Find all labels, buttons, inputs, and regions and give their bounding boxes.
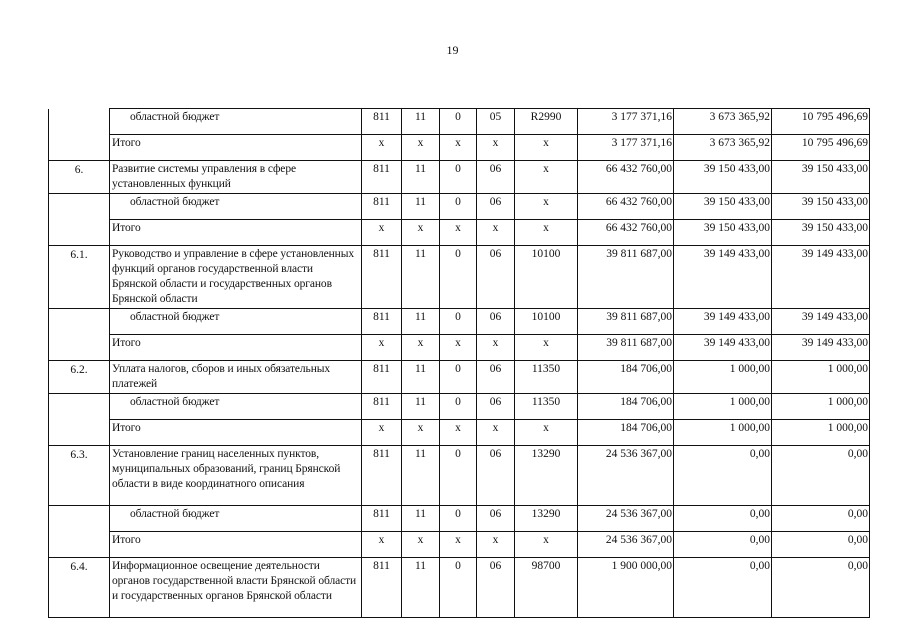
code-subprogram: х xyxy=(440,335,477,361)
code-direction: 10100 xyxy=(515,246,578,309)
code-event: 06 xyxy=(477,394,515,420)
row-name: Развитие системы управления в сфере установленных функций xyxy=(110,161,362,194)
row-index: 6. xyxy=(49,161,110,194)
code-event: 06 xyxy=(477,246,515,309)
row-index: 6.1. xyxy=(49,246,110,309)
code-subprogram: х xyxy=(440,135,477,161)
code-subprogram: 0 xyxy=(440,161,477,194)
code-ministry: х xyxy=(362,532,402,558)
amount-year-3: 0,00 xyxy=(772,558,870,618)
row-name: областной бюджет xyxy=(110,309,362,335)
code-subprogram: х xyxy=(440,220,477,246)
table-row xyxy=(49,446,870,506)
amount-year-1: 184 706,00 xyxy=(578,361,674,394)
code-direction: 98700 xyxy=(515,558,578,618)
amount-year-3: 0,00 xyxy=(772,506,870,532)
row-index xyxy=(49,532,110,558)
code-event: 06 xyxy=(477,194,515,220)
amount-year-2: 39 150 433,00 xyxy=(674,220,772,246)
code-ministry: 811 xyxy=(362,558,402,618)
amount-year-1: 24 536 367,00 xyxy=(578,446,674,506)
code-ministry: 811 xyxy=(362,246,402,309)
row-name: Руководство и управление в сфере установленных функций органов государственной власти Брянской области и государственных органов Брянской области xyxy=(110,246,362,309)
code-event: х xyxy=(477,420,515,446)
row-index: 6.4. xyxy=(49,558,110,618)
code-direction: R2990 xyxy=(515,109,578,135)
row-name: Итого xyxy=(110,335,362,361)
row-name: областной бюджет xyxy=(110,394,362,420)
row-name: Итого xyxy=(110,420,362,446)
code-program: х xyxy=(402,420,440,446)
code-subprogram: 0 xyxy=(440,194,477,220)
amount-year-1: 184 706,00 xyxy=(578,420,674,446)
table-row xyxy=(49,309,870,335)
code-program: 11 xyxy=(402,161,440,194)
code-event: х xyxy=(477,335,515,361)
page-number: 19 xyxy=(446,43,459,57)
code-event: х xyxy=(477,220,515,246)
amount-year-2: 39 149 433,00 xyxy=(674,246,772,309)
code-direction: х xyxy=(515,532,578,558)
table-body xyxy=(49,109,870,618)
amount-year-2: 0,00 xyxy=(674,446,772,506)
code-program: 11 xyxy=(402,194,440,220)
amount-year-1: 24 536 367,00 xyxy=(578,532,674,558)
row-name: областной бюджет xyxy=(110,506,362,532)
amount-year-2: 3 673 365,92 xyxy=(674,109,772,135)
code-subprogram: 0 xyxy=(440,246,477,309)
amount-year-2: 1 000,00 xyxy=(674,394,772,420)
table-row xyxy=(49,335,870,361)
code-program: х xyxy=(402,220,440,246)
code-direction: х xyxy=(515,161,578,194)
amount-year-2: 0,00 xyxy=(674,532,772,558)
amount-year-3: 1 000,00 xyxy=(772,420,870,446)
amount-year-3: 39 149 433,00 xyxy=(772,335,870,361)
row-name: Итого xyxy=(110,135,362,161)
row-index xyxy=(49,135,110,161)
code-program: 11 xyxy=(402,109,440,135)
table-row xyxy=(49,161,870,194)
amount-year-2: 0,00 xyxy=(674,558,772,618)
amount-year-3: 1 000,00 xyxy=(772,394,870,420)
row-index xyxy=(49,109,110,135)
amount-year-3: 39 150 433,00 xyxy=(772,161,870,194)
code-direction: 13290 xyxy=(515,446,578,506)
table-row xyxy=(49,109,870,135)
amount-year-1: 39 811 687,00 xyxy=(578,246,674,309)
code-ministry: 811 xyxy=(362,161,402,194)
amount-year-3: 39 150 433,00 xyxy=(772,220,870,246)
code-event: 05 xyxy=(477,109,515,135)
code-ministry: х xyxy=(362,220,402,246)
table-row xyxy=(49,394,870,420)
code-subprogram: 0 xyxy=(440,446,477,506)
amount-year-1: 3 177 371,16 xyxy=(578,135,674,161)
code-subprogram: х xyxy=(440,420,477,446)
code-program: х xyxy=(402,135,440,161)
code-program: 11 xyxy=(402,446,440,506)
code-event: 06 xyxy=(477,309,515,335)
code-direction: х xyxy=(515,220,578,246)
code-ministry: 811 xyxy=(362,309,402,335)
code-event: 06 xyxy=(477,361,515,394)
table-row xyxy=(49,194,870,220)
amount-year-2: 39 150 433,00 xyxy=(674,161,772,194)
amount-year-3: 10 795 496,69 xyxy=(772,109,870,135)
amount-year-1: 24 536 367,00 xyxy=(578,506,674,532)
table-row xyxy=(49,506,870,532)
amount-year-1: 66 432 760,00 xyxy=(578,194,674,220)
code-direction: х xyxy=(515,335,578,361)
code-direction: х xyxy=(515,135,578,161)
code-event: 06 xyxy=(477,506,515,532)
code-event: х xyxy=(477,135,515,161)
code-ministry: х xyxy=(362,420,402,446)
code-program: х xyxy=(402,335,440,361)
amount-year-1: 184 706,00 xyxy=(578,394,674,420)
row-index xyxy=(49,220,110,246)
code-direction: 11350 xyxy=(515,394,578,420)
code-direction: 13290 xyxy=(515,506,578,532)
amount-year-3: 0,00 xyxy=(772,532,870,558)
amount-year-1: 39 811 687,00 xyxy=(578,309,674,335)
code-direction: 11350 xyxy=(515,361,578,394)
code-ministry: х xyxy=(362,135,402,161)
table-row xyxy=(49,558,870,618)
code-program: 11 xyxy=(402,394,440,420)
amount-year-1: 39 811 687,00 xyxy=(578,335,674,361)
table-row xyxy=(49,135,870,161)
table-row xyxy=(49,246,870,309)
amount-year-1: 1 900 000,00 xyxy=(578,558,674,618)
table-row xyxy=(49,220,870,246)
code-program: 11 xyxy=(402,309,440,335)
amount-year-1: 3 177 371,16 xyxy=(578,109,674,135)
row-index xyxy=(49,309,110,335)
amount-year-2: 0,00 xyxy=(674,506,772,532)
code-direction: х xyxy=(515,420,578,446)
amount-year-1: 66 432 760,00 xyxy=(578,220,674,246)
row-name: Итого xyxy=(110,532,362,558)
code-event: 06 xyxy=(477,161,515,194)
row-name: областной бюджет xyxy=(110,194,362,220)
row-name: Установление границ населенных пунктов, муниципальных образований, границ Брянской области в виде координатного описания xyxy=(110,446,362,506)
code-subprogram: 0 xyxy=(440,394,477,420)
code-ministry: 811 xyxy=(362,506,402,532)
budget-table xyxy=(48,108,870,618)
amount-year-2: 3 673 365,92 xyxy=(674,135,772,161)
code-ministry: х xyxy=(362,335,402,361)
amount-year-2: 39 150 433,00 xyxy=(674,194,772,220)
amount-year-2: 39 149 433,00 xyxy=(674,309,772,335)
amount-year-3: 39 149 433,00 xyxy=(772,246,870,309)
code-program: 11 xyxy=(402,246,440,309)
row-index xyxy=(49,335,110,361)
code-ministry: 811 xyxy=(362,194,402,220)
code-subprogram: 0 xyxy=(440,558,477,618)
row-index xyxy=(49,506,110,532)
code-ministry: 811 xyxy=(362,394,402,420)
code-program: 11 xyxy=(402,558,440,618)
table-row xyxy=(49,532,870,558)
amount-year-2: 39 149 433,00 xyxy=(674,335,772,361)
code-program: х xyxy=(402,532,440,558)
row-name: Итого xyxy=(110,220,362,246)
code-subprogram: 0 xyxy=(440,361,477,394)
table-row xyxy=(49,420,870,446)
row-name: областной бюджет xyxy=(110,109,362,135)
row-index xyxy=(49,420,110,446)
amount-year-2: 1 000,00 xyxy=(674,361,772,394)
code-subprogram: х xyxy=(440,532,477,558)
amount-year-3: 10 795 496,69 xyxy=(772,135,870,161)
amount-year-3: 0,00 xyxy=(772,446,870,506)
code-direction: 10100 xyxy=(515,309,578,335)
row-index: 6.3. xyxy=(49,446,110,506)
row-index: 6.2. xyxy=(49,361,110,394)
amount-year-3: 1 000,00 xyxy=(772,361,870,394)
code-subprogram: 0 xyxy=(440,309,477,335)
amount-year-3: 39 149 433,00 xyxy=(772,309,870,335)
code-direction: х xyxy=(515,194,578,220)
code-subprogram: 0 xyxy=(440,109,477,135)
code-event: 06 xyxy=(477,558,515,618)
row-name: Уплата налогов, сборов и иных обязательных платежей xyxy=(110,361,362,394)
code-program: 11 xyxy=(402,506,440,532)
code-event: 06 xyxy=(477,446,515,506)
table-row xyxy=(49,361,870,394)
row-index xyxy=(49,394,110,420)
amount-year-2: 1 000,00 xyxy=(674,420,772,446)
code-ministry: 811 xyxy=(362,109,402,135)
row-name: Информационное освещение деятельности органов государственной власти Брянской области и государственных органов Брянской области xyxy=(110,558,362,618)
row-index xyxy=(49,194,110,220)
code-event: х xyxy=(477,532,515,558)
code-ministry: 811 xyxy=(362,446,402,506)
code-subprogram: 0 xyxy=(440,506,477,532)
code-program: 11 xyxy=(402,361,440,394)
code-ministry: 811 xyxy=(362,361,402,394)
amount-year-3: 39 150 433,00 xyxy=(772,194,870,220)
amount-year-1: 66 432 760,00 xyxy=(578,161,674,194)
